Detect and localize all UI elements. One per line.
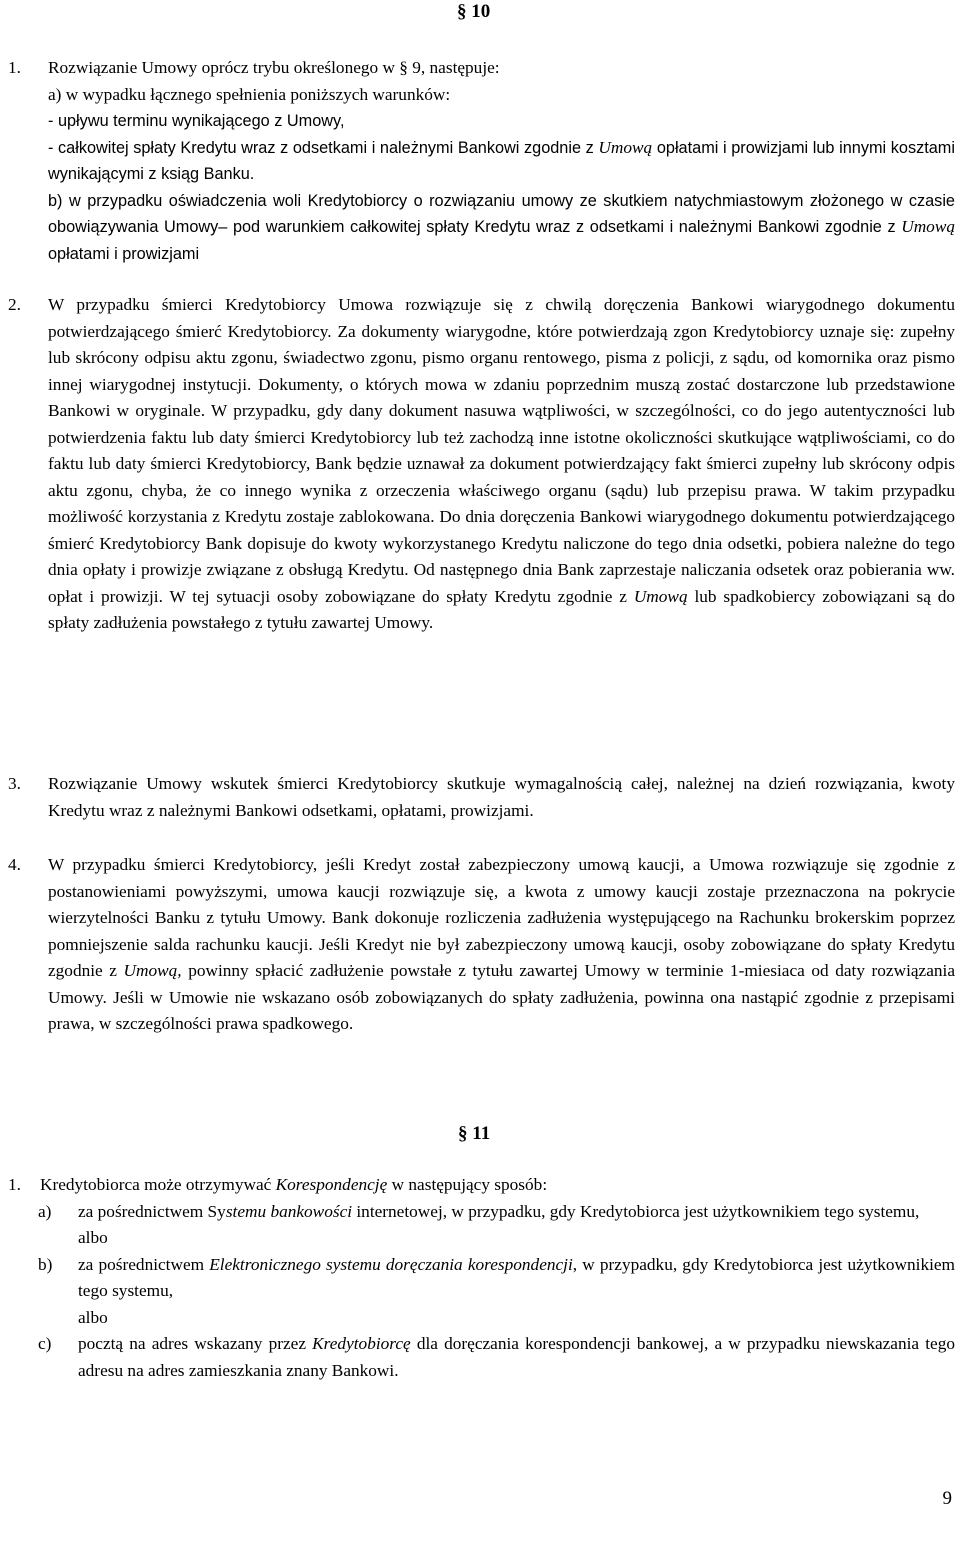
correspondence-option-c: c) pocztą na adres wskazany przez Kredytobiorcę dla doręczania korespondencji bankowej, a w przypadku niewskazania tego adresu na adres zamieszkania znany Bankowi. xyxy=(38,1331,955,1384)
albo-separator: albo xyxy=(78,1228,108,1247)
item-a-text: w wypadku łącznego spełnienia poniższych warunków: xyxy=(65,84,451,104)
item-a-condition-2: - całkowitej spłaty Kredytu wraz z odsetkami i należnymi Bankowi zgodnie z Umową opłatami i prowizjami lub innymi kosztami wynikającymi z ksiąg Banku. xyxy=(48,137,955,183)
section-11-point-1: 1. Kredytobiorca może otrzymywać Korespondencję w następujący sposób: a) za pośrednictwem Systemu bankowości internetowej, w przypadku, gdy Kredytobiorca jest użytkownikiem tego systemu, albo b) za pośrednictwem Elektronicznego systemu doręczania korespondencji, w przypadku, gdy Kredytobiorca jest użytkownikiem tego systemu, albo c) pocztą na adres wskazany przez Kredytobiorcę dla doręczania korespondencji bankowej, a w przypadku niewskazania tego adresu na adres zamieszkania znany Bankowi. xyxy=(0,1172,960,1384)
point-number: 2. xyxy=(8,295,21,314)
correspondence-option-a: a) za pośrednictwem Systemu bankowości internetowej, w przypadku, gdy Kredytobiorca jest użytkownikiem tego systemu, xyxy=(38,1199,955,1226)
point-number: 3. xyxy=(8,774,21,793)
page-number: 9 xyxy=(942,1488,952,1509)
section-10-heading: § 10 xyxy=(457,1,491,22)
point-number: 4. xyxy=(8,855,21,874)
section-10-point-3: 3. Rozwiązanie Umowy wskutek śmierci Kredytobiorcy skutkuje wymagalnością całej, należnej na dzień rozwiązania, kwoty Kredytu wraz z należnymi Bankowi odsetkami, opłatami, prowizjami. xyxy=(0,771,960,824)
albo-separator: albo xyxy=(78,1307,108,1327)
item-a-condition-1: - upływu terminu wynikającego z Umowy, xyxy=(48,112,345,130)
point-1-item-b: b) w przypadku oświadczenia woli Kredytobiorcy o rozwiązaniu umowy ze skutkiem natychmiastowym złożonego w czasie obowiązywania Umowy– pod warunkiem całkowitej spłaty Kredytu wraz z odsetkami i należnymi Bankowi zgodnie z Umową opłatami i prowizjami xyxy=(48,191,955,263)
point-number: 1. xyxy=(8,1175,21,1194)
point-number: 1. xyxy=(8,58,21,77)
section-10-point-2: 2. W przypadku śmierci Kredytobiorcy Umowa rozwiązuje się z chwilą doręczenia Bankowi wiarygodnego dokumentu potwierdzającego śmierć Kredytobiorcy. Za dokumenty wiarygodne, które potwierdzają zgon Kredytobiorcy uznaje się: zupełny lub skrócony odpisu aktu zgonu, świadectwo zgonu, pismo organu rentowego, pisma z policji, z sądu, od komornika oraz pismo innej wiarygodnej instytucji. Dokumenty, o których mowa w zdaniu poprzednim muszą zostać dostarczone lub przedstawione Bankowi w oryginale. W przypadku, gdy dany dokument nasuwa wątpliwości, w szczególności, co do jego autentyczności lub potwierdzenia faktu lub daty śmierci Kredytobiorcy lub też zachodzą inne istotne okoliczności skutkujące wątpliwościami, co do faktu lub daty śmierci Kredytobiorcy, Bank będzie uznawał za dokument potwierdzający fakt śmierci zupełny lub skrócony odpis aktu zgonu, chyba, że co innego wynika z orzeczenia właściwego organu (sądu) lub przepisu prawa. W takim przypadku możliwość korzystania z Kredytu zostaje zablokowana. Do dnia doręczenia Bankowi wiarygodnego dokumentu potwierdzającego śmierć Kredytobiorcy Bank dopisuje do kwoty wykorzystanego Kredytu naliczone do tego dnia odsetki, pobiera należne do tego dnia opłaty i prowizje związane z obsługą Kredytu. Od następnego dnia Bank zaprzestaje naliczania odsetek oraz pobierania ww. opłat i prowizji. W tej sytuacji osoby zobowiązane do spłaty Kredytu zgodnie z Umową lub spadkobiercy zobowiązani są do spłaty zadłużenia powstałego z tytułu zawartej Umowy. xyxy=(0,292,960,637)
item-label: c) xyxy=(38,1334,52,1353)
point-1-intro: Rozwiązanie Umowy oprócz trybu określonego w § 9, następuje: xyxy=(48,58,500,77)
item-label: b) xyxy=(38,1254,53,1274)
section-10-point-1 xyxy=(0,55,960,267)
section-10-point-4: 4. W przypadku śmierci Kredytobiorcy, jeśli Kredyt został zabezpieczony umową kaucji, a Umowa rozwiązuje się zgodnie z postanowieniami powyższymi, umowa kaucji rozwiązuje się, a kwota z umowy kaucji zostaje przeznaczona na pokrycie wierzytelności Banku z tytułu Umowy. Bank dokonuje rozliczenia zadłużenia występującego na Rachunku brokerskim poprzez pomniejszenie salda rachunku kaucji. Jeśli Kredyt nie był zabezpieczony umową kaucji, osoby zobowiązane do spłaty Kredytu zgodnie z Umową, powinny spłacić zadłużenie powstałe z tytułu zawartej Umowy w terminie 1-miesiaca od daty rozwiązania Umowy. Jeśli w Umowie nie wskazano osób zobowiązanych do spłaty zadłużenia, powinna ona nastąpić zgodnie z przepisami prawa, w szczególności prawa spadkowego. xyxy=(0,852,960,1038)
section-11-heading: § 11 xyxy=(458,1123,491,1144)
item-label: b) xyxy=(48,191,63,210)
item-label: a) xyxy=(48,84,62,104)
item-label: a) xyxy=(38,1201,52,1221)
point-1-item-a xyxy=(48,82,955,109)
correspondence-option-b: b) za pośrednictwem Elektronicznego systemu doręczania korespondencji, w przypadku, gdy Kredytobiorca jest użytkownikiem tego systemu, xyxy=(38,1252,955,1305)
